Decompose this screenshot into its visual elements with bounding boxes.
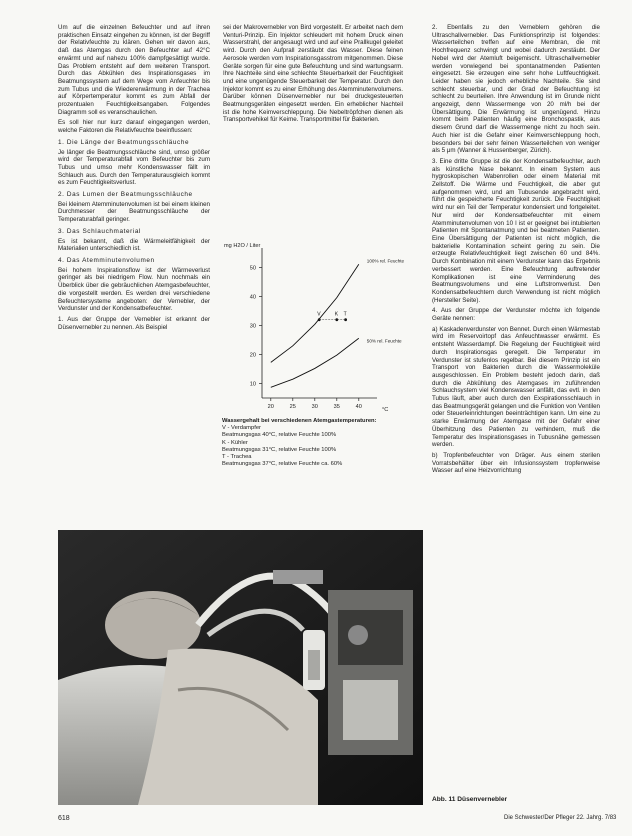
x-tick-label: 20 xyxy=(267,404,274,410)
y-tick-label: 40 xyxy=(249,294,256,301)
x-tick-label: 25 xyxy=(289,404,296,410)
y-axis-label: mg H2O / Liter xyxy=(224,243,261,249)
section-heading: 4. Das Atemminutenvolumen xyxy=(58,256,155,264)
caption-k-label: K - Kühler xyxy=(222,439,248,446)
marker-label: V xyxy=(317,311,321,318)
paragraph: Um auf die einzelnen Befeuchter und auf ihren praktischen Einsatz eingehen zu können, ist der Begriff der Relativfeuchte zu klären. Gehen wir davon aus, daß das Atemgas durch den Befeuchter auf 42°C erwärmt und auf nahezu 100% dampfgesättigt wurde. Das Problem entsteht auf dem weiteren Transport. Durch das Abkühlen des Inspirationsgases im Beatmungssystem auf dem Wege vom Anfeuchter bis zum Tubus und die Wiedererwärmung in der Trachea auf Körpertemperatur kommt es zum Abfall der prozentualen Feuchtigkeitsangaben. Folgendes Diagramm soll es veranschaulichen. xyxy=(58,24,210,116)
page-number: 618 xyxy=(58,815,70,822)
caption-t-text: Beatmungsgas 37°C, relative Feuchte ca. 60% xyxy=(222,461,343,468)
x-tick-label: 35 xyxy=(333,404,340,410)
photo-illustration xyxy=(58,530,423,805)
paragraph: a) Kaskadenverdunster von Bennet. Durch einen Wärmestab wird im Reservoirtopf das Anfeuchtwasser erwärmt. Es entsteht Wasserdampf. Die Regelung der Feuchtigkeit wird durch Inspirationsgas geregelt. Die Temperatur im Verdunster ist stufenlos regelbar. Bei diesem Prinzip ist ein Transport von Bakterien durch die Wassermoleküle ausgeschlossen. Ein Problem besteht jedoch darin, daß durch die Abkühlung des Atemgases im zuführenden Schlauchsystem viel Kondenswasser anfällt, das evtl. in den Tubus läuft, aber auch durch den Exspirationsschlauch in das Beatmungsgerät gelangen und die Funktion von Ventilen oder Steuerleinrichtungen beeinträchtigen kann. Um eine zu starke Erwärmung der Atemgase mit der Gefahr einer Überhitzung des Patienten zu verhindern, muß die Temperatur des Inspirationsgases in Tubusnähe gemessen werden. xyxy=(432,325,600,449)
caption-v-label: V - Verdampfer xyxy=(222,425,261,432)
section-heading: 2. Das Lumen der Beatmungsschläuche xyxy=(58,191,193,199)
caption-title: Wassergehalt bei verschiedenen Atemgastemperaturen: xyxy=(222,418,377,424)
series-label: 100% rel. Feuchte xyxy=(366,258,405,264)
y-tick-label: 10 xyxy=(249,381,256,388)
x-axis-label: °C xyxy=(382,407,389,413)
paragraph: Bei kleinem Atemminutenvolumen ist bei einem kleinen Durchmesser der Beatmungsschläuche der Temperaturabfall geringer. xyxy=(58,200,210,224)
paragraph: 1. Aus der Gruppe der Vernebler ist erkannt der Düsenvernebler zu nennen. Als Beispiel xyxy=(58,315,210,331)
x-tick-label: 30 xyxy=(311,404,318,410)
y-tick-label: 30 xyxy=(249,323,256,330)
section-heading: 3. Das Schlauchmaterial xyxy=(58,227,142,235)
chart-caption xyxy=(222,418,417,468)
paragraph: Es soll hier nur kurz darauf eingegangen werden, welche Faktoren die Relativfeuchte beeinflussen: xyxy=(58,119,210,135)
y-tick-label: 20 xyxy=(249,352,256,359)
paragraph: 3. Eine dritte Gruppe ist die der Kondensatbefeuchter, auch als künstliche Nase bekannt. In einem System aus hygroskopischen Wabenrollen oder einem Material mit Zellstoff. Die Wärme und Feuchtigkeit, die aber gut aufgenommen wird, und am Tubusende angebracht wird, führt die gespeicherte Feuchtigkeit zurück. Die Feuchtigkeit wird nur ein Teil der Temperatur kondensiert und fortgeleitet. Nur wird der Kondensatbefeuchter mit einem Atemminutenvolumen von 10 l ist er geeignet bei intubierten Patienten mit Spontanatmung und bei beatmeten Patienten. Eine Übersättigung der Patienten ist nicht möglich, die bakterielle Kontamination scheint gering zu sein. Die erzeugte Relativfeuchtigkeit liegt zwischen 60 und 84%. Durch Kombination mit einem Verdunster kann das Ergebnis verbessert werden. Eine Befeuchtung auftretender Komplikationen ist eine Verminderung des Beatmungsvolumens und eine Luftstromverlust. Den Kondensatbefeuchtern durch Verwendung ist nicht möglich (Hersteller Seite). xyxy=(432,157,600,304)
caption-t-label: T - Trachea xyxy=(222,454,252,461)
paragraph: Es ist bekannt, daß die Wärmeleitfähigkeit der Materialien unterschiedlich ist. xyxy=(58,237,210,253)
paragraph: 2. Ebenfalls zu den Verneblern gehören die Ultraschallvernebler. Das Funktionsprinzip ist folgendes: Wasserteilchen treffen auf eine Membran, die mit Hochfrequenz schwingt und wobei dadurch zerstäubt. Der Nebel wird der Atemluft beigemischt. Ultraschallvernebler werden vorwiegend bei spontanatmenden Patienten eingesetzt. Sie erzeugen eine sehr hohe Luftfeuchtigkeit. Leider haben sie jedoch erhebliche Nachteile. Sie sind schlecht steuerbar, und der Grad der Befeuchtung ist schlecht zu beurteilen. Ihre Anwendung ist im Grunde nicht angezeigt, denn Wassermenge von 20 ml/h bei der Übersättigung. Die Erwärmung ist ungenügend. Hinzu kommt beim Patienten häufig eine Bronchospastik, aus diesem Grund darf die Wassermenge nicht zu hoch sein. Auch hier ist die Gefahr einer Keimverschleppung hoch, besonders bei der sehr feinen Wasserteilchen von weniger als 5 μm (Wanner & Hussenberger, Zürich). xyxy=(432,24,600,155)
text-column-left xyxy=(58,24,210,334)
paragraph: sei der Makrovernebler von Bird vorgestellt. Er arbeitet nach dem Venturi-Prinzip. Ein Injektor schleudert mit hohem Druck einen Wasserstrahl, der angesaugt wird und auf eine Prallkugel geleitet wird. Durch den Aufprall zerstäubt das Wasser. Diese feinen Aerosole werden vom Inspirationsgasstrom mitgenommen. Diese Geräte sorgen für eine gute Befeuchtung und sind wartungsarm. Ihre Nachteile sind eine schlechte Steuerbarkeit der Feuchtigkeit und eine ungenügende Steuerbarkeit der Temperatur. Durch den Injektor kommt es zu einer Erhöhung des Atemminutenvolumens. Darüber können Düsenvernebler nur bei druckgesteuerten Beatmungsgeräten eingesetzt werden. Ein erheblicher Nachteil ist die hohe Keimverschleppung. Die Nebeltröpfchen dienen als Transportvehikel für Keime. Transportmittel für Bakterien. xyxy=(223,24,403,124)
section-heading: 1. Die Länge der Beatmungsschläuche xyxy=(58,138,190,146)
caption-k-text: Beatmungsgas 31°C, relative Feuchte 100% xyxy=(222,446,337,453)
paragraph: Bei hohem Inspirationsflow ist der Wärmeverlust geringer als bei niedrigem Flow. Nun nochmals ein Überblick über die gebräuchlichen Atemgasbefeuchter, die vorgestellt werden. Es werden drei verschiedene Befeuchtersysteme angeboten: der Vernebler, der Verdunster und der Kondensatbefeuchter. xyxy=(58,266,210,313)
paragraph: 4. Aus der Gruppe der Verdunster möchte ich folgende Geräte nennen: xyxy=(432,307,600,323)
y-tick-label: 50 xyxy=(249,265,256,272)
figure-caption: Abb. 11 Düsenvernebler xyxy=(432,796,508,803)
text-column-middle xyxy=(223,24,403,127)
x-tick-label: 40 xyxy=(355,404,362,410)
humidity-chart xyxy=(222,238,412,416)
series-label: 50% rel. Feuchte xyxy=(366,338,402,344)
paragraph: b) Tropfenbefeuchter von Dräger. Aus einem sterilen Vorratsbehälter über ein Infusionssystem tropfenweise Wasser auf eine Heizvorrichtung xyxy=(432,451,600,475)
marker-label: K xyxy=(334,311,339,318)
chart-svg xyxy=(222,238,412,416)
paragraph: Je länger die Beatmungsschläuche sind, umso größer wird der Temperaturabfall vom Befeuchter bis zum Tubus und umso mehr Kondenswasser fällt im Schlauch aus. Durch den Temperaturausgleich kommt es zum Feuchtigkeitsverlust. xyxy=(58,148,210,187)
marker-label: T xyxy=(343,311,347,318)
text-column-right xyxy=(432,24,600,478)
series-line-1 xyxy=(271,338,359,387)
caption-v-text: Beatmungsgas 40°C, relative Feuchte 100% xyxy=(222,432,337,439)
patient-photo xyxy=(58,530,423,805)
journal-footer: Die Schwester/Der Pfleger 22. Jahrg. 7/83 xyxy=(504,815,617,821)
